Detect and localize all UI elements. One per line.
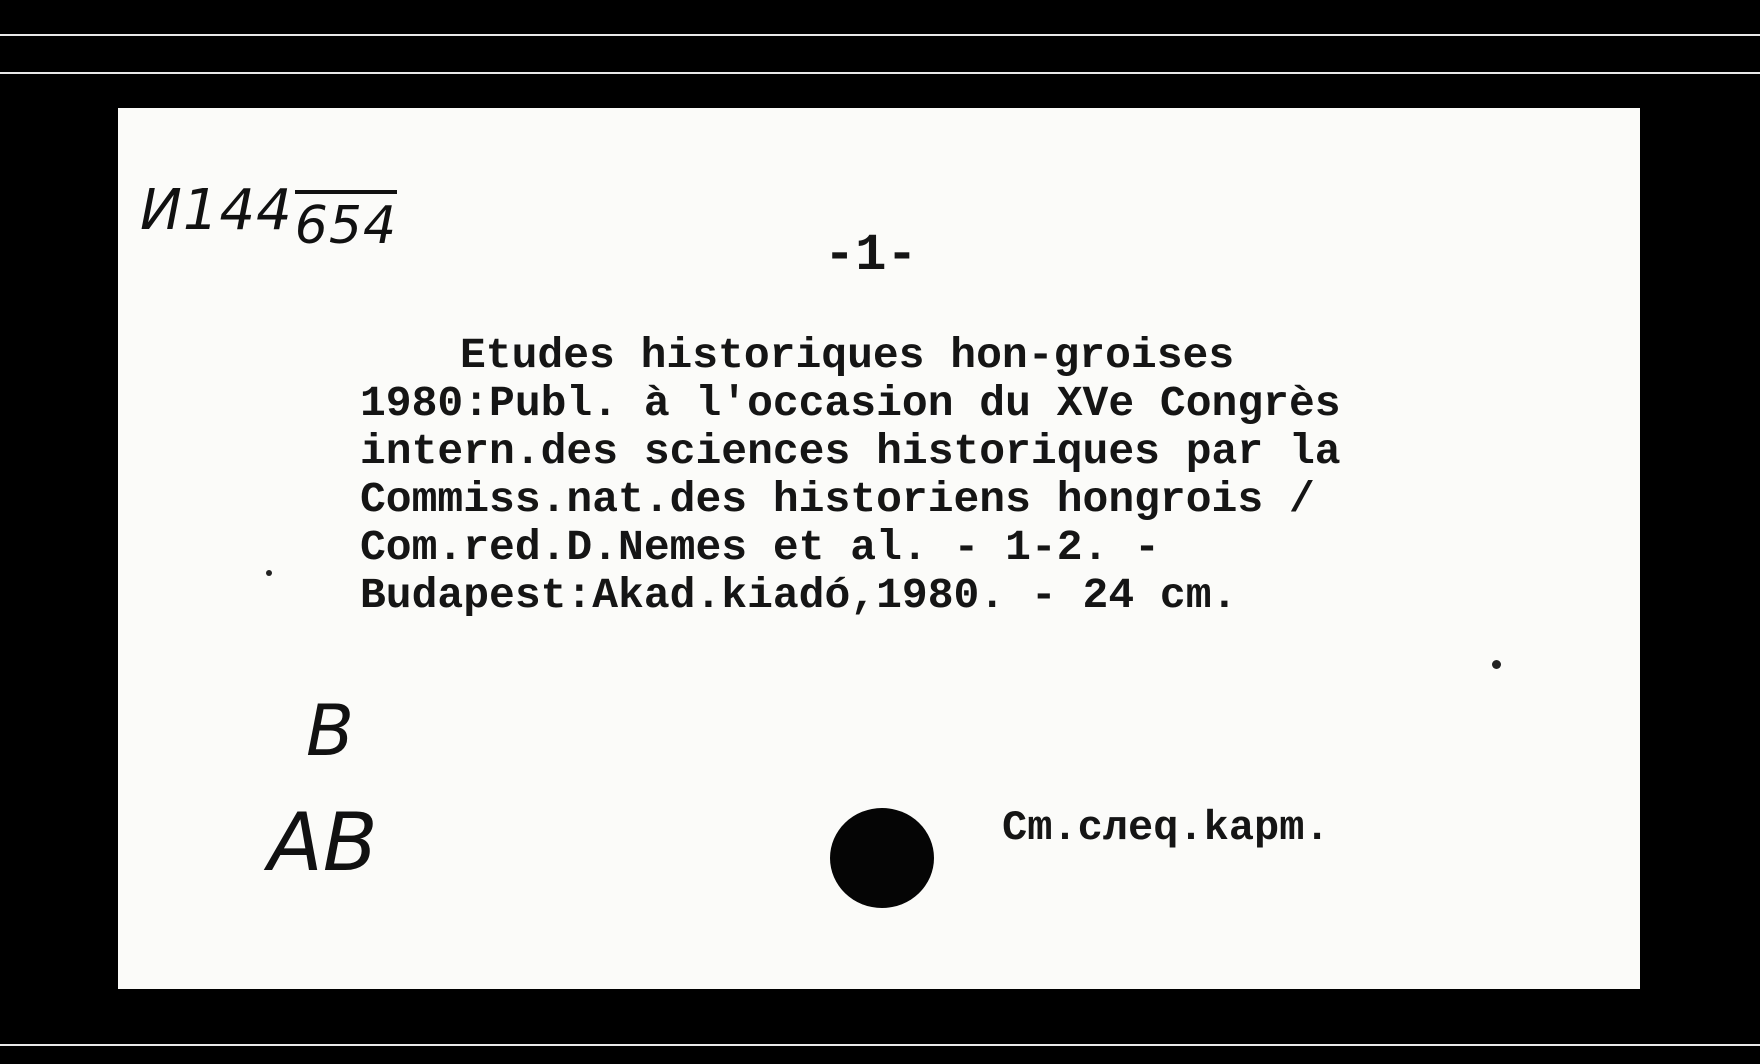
ink-dot [1492, 660, 1501, 669]
ink-dot [266, 570, 272, 576]
entry-line-commission: Commiss.nat.des historiens hongrois / [360, 475, 1315, 524]
handwritten-mark-ab: AB [268, 796, 378, 889]
see-next-card-note: Cm.cлeq.kapm. [1002, 804, 1330, 852]
bibliographic-entry [360, 332, 1650, 620]
shelfmark [140, 176, 398, 256]
entry-line-editors: Com.red.D.Nemes et al. - 1-2. - [360, 523, 1160, 572]
shelfmark-main: И144 [140, 178, 293, 243]
film-border-line-second [0, 72, 1760, 74]
entry-line-publication: 1980:Publ. à l'occasion du XVe Congrès [360, 379, 1341, 428]
shelfmark-sub: 654 [295, 190, 397, 252]
entry-line-title: Etudes historiques hon-groises [460, 331, 1235, 380]
entry-line-congress: intern.des sciences historiques par la [360, 427, 1341, 476]
handwritten-mark-b: B [306, 690, 355, 772]
film-border-line-top [0, 34, 1760, 36]
entry-line-imprint: Budapest:Akad.kiadó,1980. - 24 cm. [360, 571, 1238, 620]
page-number: -1- [824, 226, 918, 285]
punch-hole [830, 808, 934, 908]
catalog-card [118, 108, 1640, 989]
film-border-line-bottom [0, 1044, 1760, 1046]
